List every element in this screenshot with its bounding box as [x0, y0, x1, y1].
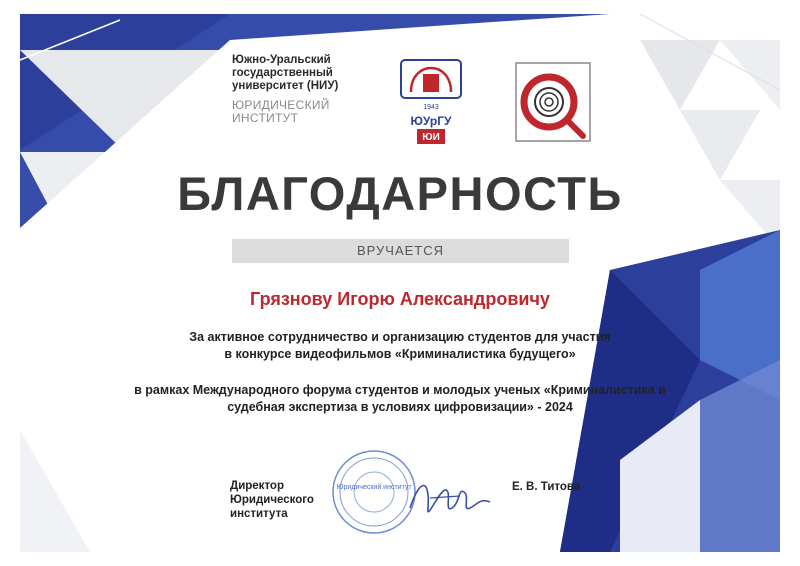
handwritten-signature-icon: [400, 468, 500, 528]
certificate-title: БЛАГОДАРНОСТЬ: [177, 167, 623, 220]
susu-emblem-icon: [393, 56, 469, 148]
stamp-text: Юридический институт: [336, 484, 412, 491]
susu-year: 1943: [423, 104, 439, 111]
signatory-role: Директор Юридического института: [230, 480, 314, 520]
awarded-label: ВРУЧАЕТСЯ: [232, 239, 569, 263]
susu-abbr: ЮУрГУ: [410, 114, 452, 128]
forensics-logo-icon: [513, 60, 593, 144]
recipient-name: Грязнову Игорю Александровичу: [250, 289, 550, 309]
institution-block: [232, 54, 382, 125]
award-reason: За активное сотрудничество и организацию студентов для участия в конкурсе видеофильмов «Криминалистика будущего»: [189, 330, 611, 361]
signatory-name: Е. В. Титова: [512, 481, 581, 493]
institute-abbr: ЮИ: [422, 132, 440, 143]
event-description: в рамках Международного форума студентов и молодых ученых «Криминалистика и судебная экспертиза в условиях цифровизации» - 2024: [134, 383, 666, 414]
institute-name: ЮРИДИЧЕСКИЙ ИНСТИТУТ: [232, 98, 330, 125]
university-name: Южно-Уральский государственный университет (НИУ): [232, 54, 339, 92]
